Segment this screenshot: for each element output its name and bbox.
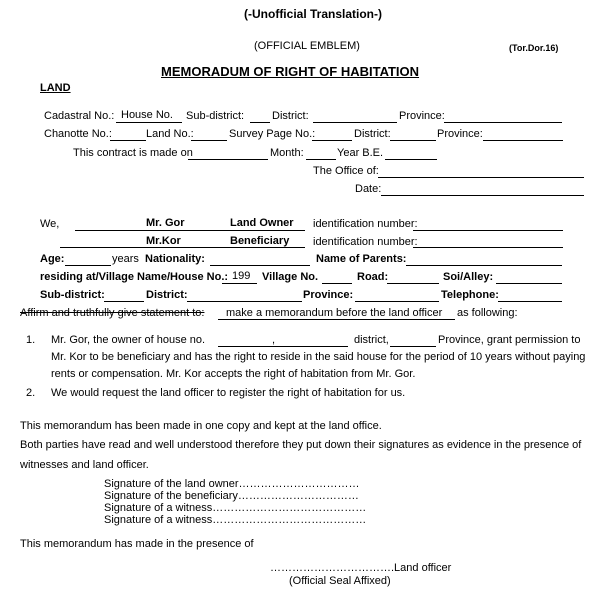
item1-district-line: [390, 346, 436, 347]
month-line: [306, 159, 336, 160]
p-province-label: Province:: [303, 289, 354, 301]
party1-id-line: [413, 230, 563, 231]
land-officer-signature: …………………………….Land officer: [270, 562, 452, 574]
signature-land-owner: Signature of the land owner……………………………: [104, 478, 360, 490]
item1-line3: rents or compensation. Mr. Kor accepts the right of habitation from Mr. Gor.: [51, 368, 416, 380]
survey-line: [312, 140, 352, 141]
p-subdistrict-line: [104, 301, 144, 302]
unofficial-translation: (-Unofficial Translation-): [244, 7, 382, 21]
p-district-line: [187, 301, 302, 302]
house-no-value: 199: [232, 270, 251, 282]
province2-label: Province:: [437, 128, 483, 140]
section-land: LAND: [40, 82, 71, 94]
form-code: (Tor.Dor.16): [509, 43, 559, 53]
year-label: Year B.E.: [337, 147, 384, 159]
closing-line2: Both parties have read and well understood therefore they put down their signatures as evidence in the presence of: [20, 439, 582, 451]
month-label: Month:: [270, 147, 304, 159]
party1-line: [75, 230, 305, 231]
contract-label: This contract is made on: [73, 147, 193, 159]
document-title: MEMORADUM OF RIGHT OF HABITATION: [161, 64, 420, 79]
district-line: [313, 122, 397, 123]
date-label: Date:: [355, 183, 382, 195]
party2-name: Mr.Kor: [146, 235, 181, 247]
closing-line1: This memorandum has been made in one copy and kept at the land office.: [20, 420, 382, 432]
subdistrict-line: [250, 122, 270, 123]
party1-role: Land Owner: [230, 217, 294, 229]
province-label: Province:: [399, 110, 445, 122]
village-line: [322, 283, 352, 284]
party2-id-line: [413, 247, 563, 248]
land-no-line: [191, 140, 227, 141]
item1-comma: ,: [272, 334, 276, 346]
telephone-label: Telephone:: [441, 289, 499, 301]
affirm-text: make a memorandum before the land officer: [226, 307, 443, 319]
p-district-label: District:: [146, 289, 188, 301]
residing-label: residing at/Village Name/House No.:: [40, 271, 229, 283]
party2-id-label: identification number:: [313, 236, 418, 248]
age-line: [65, 265, 111, 266]
district-label: District:: [272, 110, 309, 122]
p-province-line: [355, 301, 439, 302]
soi-line: [496, 283, 562, 284]
signature-beneficiary: Signature of the beneficiary……………………………: [104, 490, 359, 502]
affirm-following: as following:: [457, 307, 518, 319]
telephone-line: [498, 301, 562, 302]
village-label: Village No.: [262, 271, 319, 283]
item1-house-line2: [288, 346, 348, 347]
cadastral-line: [116, 122, 182, 123]
affirm-struck: Affirm and truthfully give statement to:: [20, 307, 205, 319]
official-emblem: (OFFICIAL EMBLEM): [254, 40, 360, 52]
road-line: [387, 283, 439, 284]
chanotte-line: [110, 140, 146, 141]
item1-district: district,: [354, 334, 389, 346]
we-label: We,: [40, 218, 60, 230]
item1-line1: Mr. Gor, the owner of house no.: [51, 334, 206, 346]
cadastral-value: House No.: [121, 109, 173, 121]
house-no-line: [222, 283, 257, 284]
district2-label: District:: [354, 128, 391, 140]
province2-line: [483, 140, 563, 141]
subdistrict-label: Sub-district:: [186, 110, 245, 122]
survey-label: Survey Page No.:: [229, 128, 316, 140]
contract-line: [188, 159, 268, 160]
party1-id-label: identification number:: [313, 218, 418, 230]
item2-text: We would request the land officer to register the right of habitation for us.: [51, 387, 406, 399]
signature-witness-2: Signature of a witness……………………………………: [104, 514, 367, 526]
item1-number: 1.: [26, 334, 36, 346]
year-line: [385, 159, 437, 160]
item1-line2: Mr. Kor to be beneficiary and has the right to reside in the said house for the period of 10 years without paying: [51, 351, 586, 363]
district2-line: [390, 140, 436, 141]
land-no-label: Land No.:: [146, 128, 194, 140]
years-label: years: [112, 253, 139, 265]
presence-text: This memorandum has made in the presence of: [20, 538, 254, 550]
road-label: Road:: [357, 271, 389, 283]
item1-province: Province, grant permission to: [438, 334, 581, 346]
parents-line: [406, 265, 562, 266]
closing-line3: witnesses and land officer.: [20, 459, 149, 471]
office-line: [378, 177, 584, 178]
cadastral-label: Cadastral No.:: [44, 110, 115, 122]
item2-number: 2.: [26, 387, 36, 399]
province-line: [444, 122, 562, 123]
chanotte-label: Chanotte No.:: [44, 128, 112, 140]
parents-label: Name of Parents:: [316, 253, 407, 265]
nationality-label: Nationality:: [145, 253, 205, 265]
office-label: The Office of:: [313, 165, 379, 177]
age-label: Age:: [40, 253, 65, 265]
nationality-line: [210, 265, 310, 266]
date-line: [381, 195, 584, 196]
signature-witness-1: Signature of a witness……………………………………: [104, 502, 367, 514]
soi-label: Soi/Alley:: [443, 271, 494, 283]
official-seal: (Official Seal Affixed): [289, 575, 391, 587]
party1-name: Mr. Gor: [146, 217, 185, 229]
party2-role: Beneficiary: [230, 235, 290, 247]
p-subdistrict-label: Sub-district:: [40, 289, 105, 301]
